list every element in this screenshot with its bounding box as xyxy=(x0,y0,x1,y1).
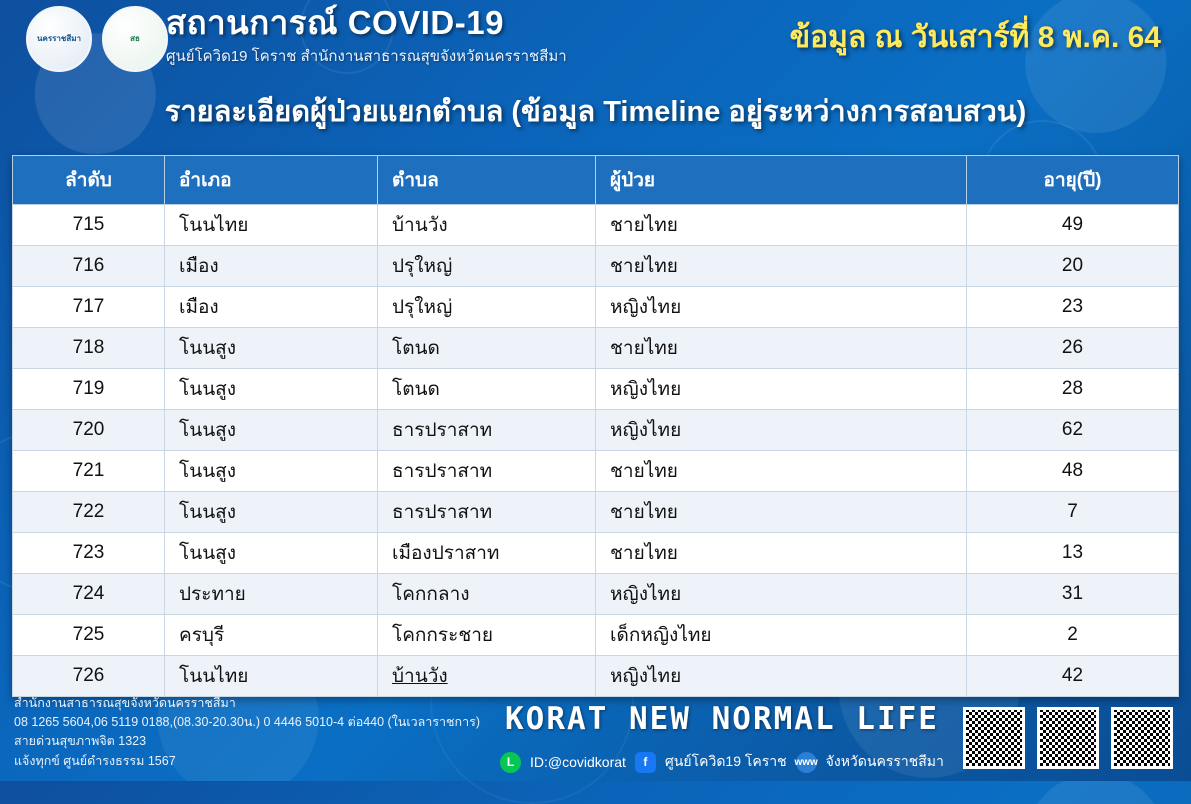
website-label: จังหวัดนครราชสีมา xyxy=(825,753,944,769)
cell-age: 48 xyxy=(967,451,1179,492)
cell-amphoe: เมือง xyxy=(165,246,378,287)
section-title: รายละเอียดผู้ป่วยแยกตำบล (ข้อมูล Timeline อยู่ระหว่างการสอบสวน) xyxy=(164,96,1027,128)
cell-no: 725 xyxy=(13,615,165,656)
cell-age: 31 xyxy=(967,574,1179,615)
cell-tambon: ปรุใหญ่ xyxy=(378,246,596,287)
cell-amphoe: ครบุรี xyxy=(165,615,378,656)
table-row xyxy=(13,410,1179,451)
cell-age: 62 xyxy=(967,410,1179,451)
cell-amphoe: ประทาย xyxy=(165,574,378,615)
page-footer xyxy=(0,681,1191,781)
cell-no: 715 xyxy=(13,205,165,246)
cell-age: 7 xyxy=(967,492,1179,533)
cell-tambon: ปรุใหญ่ xyxy=(378,287,596,328)
line-id-label: ID:@covidkorat xyxy=(530,754,626,770)
col-header-amphoe: อำเภอ xyxy=(165,156,378,205)
page-header xyxy=(0,0,1191,78)
cell-amphoe: โนนสูง xyxy=(165,533,378,574)
cell-tambon: โตนด xyxy=(378,328,596,369)
provincial-seal-label: นครราชสีมา xyxy=(37,33,81,43)
cell-no: 721 xyxy=(13,451,165,492)
table-row xyxy=(13,205,1179,246)
cell-no: 719 xyxy=(13,369,165,410)
cell-age: 13 xyxy=(967,533,1179,574)
cell-patient: ชายไทย xyxy=(596,492,967,533)
cell-amphoe: โนนไทย xyxy=(165,656,378,697)
line-icon[interactable]: L xyxy=(500,752,521,773)
cell-patient: หญิงไทย xyxy=(596,287,967,328)
cell-amphoe: โนนสูง xyxy=(165,451,378,492)
contact-line-1: สำนักงานสาธารณสุขจังหวัดนครราชสีมา xyxy=(14,695,236,710)
contact-line-4: แจ้งทุกข์ ศูนย์ดำรงธรรม 1567 xyxy=(14,753,176,768)
cell-age: 2 xyxy=(967,615,1179,656)
table-row xyxy=(13,492,1179,533)
cell-patient: ชายไทย xyxy=(596,328,967,369)
cell-age: 49 xyxy=(967,205,1179,246)
contact-line-2: 08 1265 5604,06 5119 0188,(08.30-20.30น.) 0 4446 5010-4 ต่อ440 (ในเวลาราชการ) xyxy=(14,714,481,729)
cell-amphoe: เมือง xyxy=(165,287,378,328)
social-links xyxy=(500,751,944,773)
cell-patient: หญิงไทย xyxy=(596,410,967,451)
ministry-of-health-logo xyxy=(102,6,168,72)
cell-patient: หญิงไทย xyxy=(596,656,967,697)
table-row xyxy=(13,328,1179,369)
cell-no: 720 xyxy=(13,410,165,451)
table-row xyxy=(13,574,1179,615)
qr-code-group xyxy=(963,707,1173,769)
logo-group xyxy=(26,6,168,72)
cell-tambon: ธารปราสาท xyxy=(378,451,596,492)
col-header-patient: ผู้ป่วย xyxy=(596,156,967,205)
cell-tambon: ธารปราสาท xyxy=(378,410,596,451)
cell-amphoe: โนนสูง xyxy=(165,410,378,451)
patient-table-container xyxy=(12,155,1179,697)
cell-patient: ชายไทย xyxy=(596,246,967,287)
cell-amphoe: โนนสูง xyxy=(165,492,378,533)
cell-tambon: บ้านวัง xyxy=(378,205,596,246)
cell-no: 717 xyxy=(13,287,165,328)
table-row xyxy=(13,246,1179,287)
cell-tambon: โคกกลาง xyxy=(378,574,596,615)
cell-no: 718 xyxy=(13,328,165,369)
table-row xyxy=(13,369,1179,410)
cell-tambon: เมืองปราสาท xyxy=(378,533,596,574)
cell-no: 716 xyxy=(13,246,165,287)
cell-no: 724 xyxy=(13,574,165,615)
qr-code-website[interactable] xyxy=(1111,707,1173,769)
table-body xyxy=(13,205,1179,697)
cell-tambon: โตนด xyxy=(378,369,596,410)
cell-no: 723 xyxy=(13,533,165,574)
campaign-brand: KORAT NEW NORMAL LIFE xyxy=(505,701,939,737)
table-header-row xyxy=(13,156,1179,205)
col-header-age: อายุ(ปี) xyxy=(967,156,1179,205)
facebook-page-label: ศูนย์โควิด19 โคราช xyxy=(664,753,787,769)
website-icon[interactable]: www xyxy=(796,752,817,773)
cell-patient: หญิงไทย xyxy=(596,369,967,410)
page-subtitle: ศูนย์โควิด19 โคราช สำนักงานสาธารณสุขจังหวัดนครราชสีมา xyxy=(166,47,567,65)
cell-age: 42 xyxy=(967,656,1179,697)
ministry-of-health-label: สธ xyxy=(130,33,140,43)
cell-age: 26 xyxy=(967,328,1179,369)
title-block xyxy=(166,4,567,68)
patient-table xyxy=(12,155,1179,697)
cell-age: 20 xyxy=(967,246,1179,287)
col-header-tambon: ตำบล xyxy=(378,156,596,205)
contact-line-3: สายด่วนสุขภาพจิต 1323 xyxy=(14,734,147,749)
cell-age: 23 xyxy=(967,287,1179,328)
date-badge: ข้อมูล ณ วันเสาร์ที่ 8 พ.ค. 64 xyxy=(789,21,1161,54)
cell-patient: เด็กหญิงไทย xyxy=(596,615,967,656)
cell-tambon: บ้านวัง xyxy=(378,656,596,697)
qr-code-line[interactable] xyxy=(963,707,1025,769)
cell-amphoe: โนนสูง xyxy=(165,328,378,369)
cell-no: 722 xyxy=(13,492,165,533)
cell-amphoe: โนนสูง xyxy=(165,369,378,410)
table-row xyxy=(13,451,1179,492)
table-row xyxy=(13,615,1179,656)
page-title: สถานการณ์ COVID-19 xyxy=(166,4,504,41)
cell-amphoe: โนนไทย xyxy=(165,205,378,246)
cell-no: 726 xyxy=(13,656,165,697)
facebook-icon[interactable]: f xyxy=(635,752,656,773)
table-header xyxy=(13,156,1179,205)
table-row xyxy=(13,533,1179,574)
qr-code-facebook[interactable] xyxy=(1037,707,1099,769)
cell-patient: ชายไทย xyxy=(596,451,967,492)
table-row xyxy=(13,287,1179,328)
cell-age: 28 xyxy=(967,369,1179,410)
cell-patient: ชายไทย xyxy=(596,205,967,246)
cell-tambon: ธารปราสาท xyxy=(378,492,596,533)
cell-patient: หญิงไทย xyxy=(596,574,967,615)
contact-info xyxy=(14,694,480,772)
cell-patient: ชายไทย xyxy=(596,533,967,574)
provincial-seal-logo xyxy=(26,6,92,72)
cell-tambon: โคกกระชาย xyxy=(378,615,596,656)
col-header-no: ลำดับ xyxy=(13,156,165,205)
